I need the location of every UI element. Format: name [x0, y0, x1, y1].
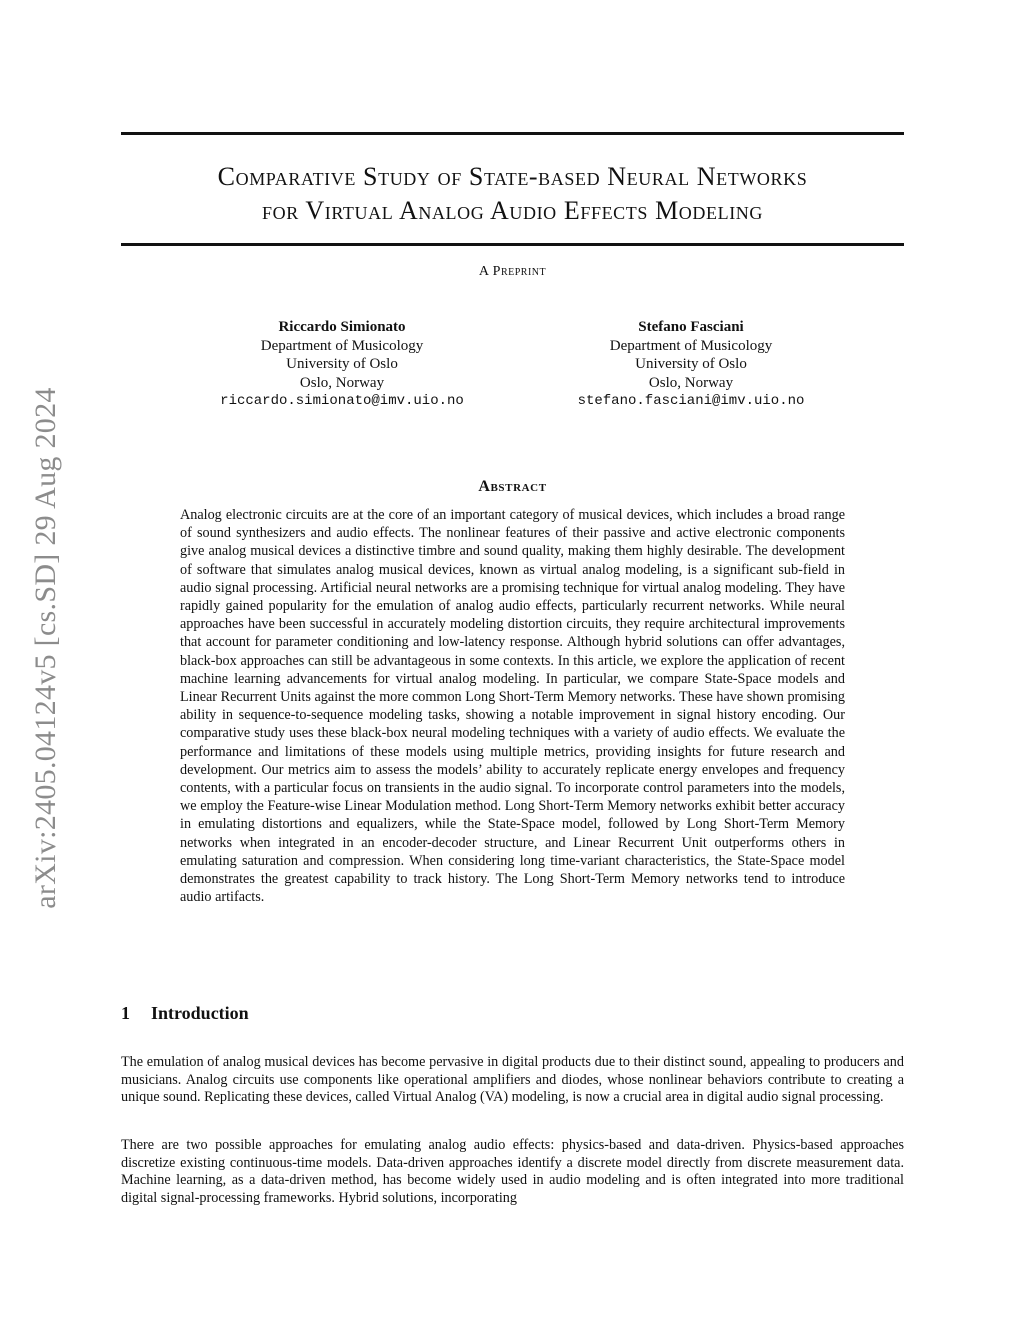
title-bottom-rule: [121, 243, 904, 246]
author-location: Oslo, Norway: [299, 374, 385, 391]
section-number: 1: [121, 1003, 130, 1023]
author-university: University of Oslo: [635, 356, 747, 372]
author-block-2: [521, 318, 861, 411]
author-name: Stefano Fasciani: [638, 319, 744, 335]
author-department: Department of Musicology: [609, 337, 773, 354]
author-location: Oslo, Norway: [648, 374, 734, 391]
author-university: University of Oslo: [286, 356, 398, 372]
title-top-rule: [121, 132, 904, 135]
author-email: riccardo.simionato@imv.uio.no: [220, 393, 464, 409]
author-email: stefano.fasciani@imv.uio.no: [577, 393, 805, 409]
abstract-text: Analog electronic circuits are at the core of an important category of musical devices, which includes a broad range of sound synthesizers and audio effects. The nonlinear features of their passive and active electronic components give analog musical devices a distinctive timbre and sound quality, making them highly desirable. The development of software that simulates analog musical devices, known as virtual analog modeling, is a significant sub-field in audio signal processing. Artificial neural networks are a promising technique for virtual analog modeling. They have rapidly gained popularity for the emulation of analog audio effects, particularly recurrent networks. While neural approaches have been successful in accurately modeling distortion circuits, they require architectural improvements that account for parameter conditioning and low-latency response. Although hybrid solutions can offer advantages, black-box approaches can still be advantageous in some contexts. In this article, we explore the application of recent machine learning advancements for virtual analog modeling. In particular, we compare State-Space models and Linear Recurrent Units against the more common Long Short-Term Memory networks. These have shown promising ability in sequence-to-sequence modeling tasks, showing a notable improvement in signal history encoding. Our comparative study uses these black-box neural modeling techniques with a variety of audio effects. We evaluate the performance and limitations of these models using multiple metrics, providing insights for future research and development. Our metrics aim to assess the models’ ability to accurately replicate energy envelopes and frequency contents, with a particular focus on transients in the audio signal. To incorporate control parameters into the models, we employ the Feature-wise Linear Modulation method. Long Short-Term Memory networks exhibit better accuracy in emulating distortions and equalizers, while the State-Space model, followed by Long Short-Term Memory networks when integrated in an encoder-decoder structure, and Linear Recurrent Unit outperforms others in emulating saturation and compression. When considering long time-variant characteristics, the State-Space model demonstrates the greatest capability to track history. The Long Short-Term Memory networks tend to introduce audio artifacts.: [180, 507, 845, 906]
author-department: Department of Musicology: [260, 337, 424, 354]
author-name: Riccardo Simionato: [278, 319, 406, 335]
section-heading-introduction: [121, 1003, 249, 1024]
abstract-heading: Abstract: [478, 478, 547, 495]
introduction-paragraph-1: The emulation of analog musical devices has become pervasive in digital products due to their distinct sound, appealing to producers and musicians. Analog circuits use components like operational amplifiers and diodes, whose nonlinear behaviors contribute to creating a unique sound. Replicating these devices, called Virtual Analog (VA) modeling, is now a crucial area in digital audio signal processing.: [121, 1054, 904, 1106]
paper-title-line-2: for Virtual Analog Audio Effects Modeling: [261, 196, 763, 225]
section-title: Introduction: [151, 1003, 249, 1023]
introduction-paragraph-2: There are two possible approaches for emulating analog audio effects: physics-based and data-driven. Physics-based approaches discretize existing continuous-time models. Data-driven approaches identify a discrete model directly from discrete measurement data. Machine learning, as a data-driven method, has become widely used in audio modeling and is often integrated into more traditional digital signal-processing frameworks. Hybrid solutions, incorporating: [121, 1137, 904, 1206]
author-block-1: [172, 318, 512, 411]
arxiv-identifier-text: arXiv:2405.04124v5 [cs.SD] 29 Aug 2024: [29, 387, 62, 909]
preprint-label: A Preprint: [478, 264, 547, 279]
paper-title-line-1: Comparative Study of State-based Neural Networks: [217, 162, 808, 191]
paper-title: [121, 160, 904, 228]
